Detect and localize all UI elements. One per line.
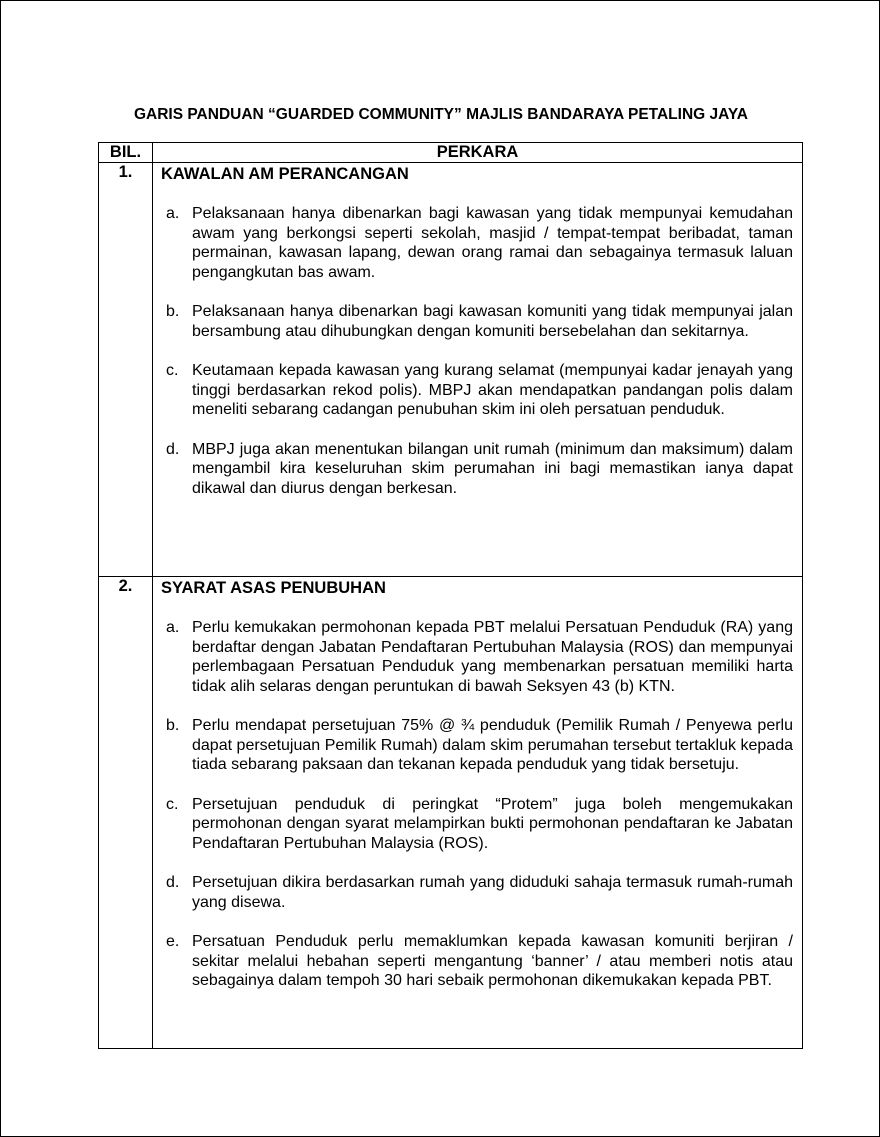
item-marker: a. bbox=[166, 619, 180, 636]
item-text: Persetujuan penduduk di peringkat “Protem” juga boleh mengemukakan permohonan dengan syarat melampirkan bukti permohonan pendaftaran ke Jabatan Pendaftaran Pertubuhan Malaysia (ROS). bbox=[192, 795, 793, 852]
item-text: Persetujuan dikira berdasarkan rumah yang diduduki sahaja termasuk rumah-rumah yang disewa. bbox=[192, 874, 793, 911]
list-item bbox=[153, 361, 802, 420]
item-text: MBPJ juga akan menentukan bilangan unit rumah (minimum dan maksimum) dalam mengambil kira keseluruhan skim perumahan ini bagi memastikan ianya dapat dikawal dan diurus dengan berkesan. bbox=[192, 440, 793, 497]
guidelines-table bbox=[98, 142, 803, 1049]
list-item bbox=[153, 716, 802, 775]
section-row-1 bbox=[99, 163, 803, 577]
item-text: Pelaksanaan hanya dibenarkan bagi kawasan yang tidak mempunyai kemudahan awam yang berkongsi seperti sekolah, masjid / tempat-tempat beribadat, taman permainan, kawasan lapang, dewan orang ramai dan sebagainya termasuk laluan pengangkutan bas awam. bbox=[192, 205, 793, 281]
item-marker: e. bbox=[166, 933, 180, 950]
item-marker: a. bbox=[166, 205, 180, 222]
table-header-row bbox=[99, 143, 803, 163]
list-item bbox=[153, 873, 802, 912]
item-marker: b. bbox=[166, 717, 180, 734]
header-perkara: PERKARA bbox=[153, 143, 803, 163]
item-marker: c. bbox=[166, 362, 179, 379]
section-number: 1. bbox=[99, 163, 153, 577]
list-item bbox=[153, 204, 802, 282]
section-row-2 bbox=[99, 577, 803, 1049]
section-content bbox=[153, 577, 803, 1049]
section-title: KAWALAN AM PERANCANGAN bbox=[161, 165, 409, 183]
list-item bbox=[153, 302, 802, 341]
list-item bbox=[153, 440, 802, 499]
list-item bbox=[153, 618, 802, 696]
item-text: Keutamaan kepada kawasan yang kurang selamat (mempunyai kadar jenayah yang tinggi berdasarkan rekod polis). MBPJ akan mendapatkan pandangan polis dalam meneliti sebarang cadangan penubuhan skim ini oleh persatuan penduduk. bbox=[192, 362, 793, 418]
item-text: Persatuan Penduduk perlu memaklumkan kepada kawasan komuniti berjiran / sekitar melalui hebahan seperti mengantung ‘banner’ / atau memberi notis atau sebagainya dalam tempoh 30 hari sebaik permohonan dikemukakan kepada PBT. bbox=[192, 933, 793, 989]
item-text: Pelaksanaan hanya dibenarkan bagi kawasan komuniti yang tidak mempunyai jalan bersambung atau dihubungkan dengan komuniti bersebelahan dan sekitarnya. bbox=[192, 303, 793, 340]
item-marker: c. bbox=[166, 795, 179, 813]
list-item bbox=[153, 795, 802, 854]
section-content bbox=[153, 163, 803, 577]
section-title: SYARAT ASAS PENUBUHAN bbox=[161, 579, 386, 597]
item-marker: b. bbox=[166, 303, 180, 320]
item-text: Perlu mendapat persetujuan 75% @ ¾ penduduk (Pemilik Rumah / Penyewa perlu dapat persetujuan Pemilik Rumah) dalam skim perumahan tersebut tertakluk kepada tiada sebarang paksaan dan tekanan kepada penduduk yang tidak bersetuju. bbox=[192, 717, 793, 773]
item-text: Perlu kemukakan permohonan kepada PBT melalui Persatuan Penduduk (RA) yang berdaftar dengan Jabatan Pendaftaran Pertubuhan Malaysia (ROS) dan mempunyai perlembagaan Persatuan Penduduk yang membenarkan persatuan memiliki harta tidak alih selaras dengan peruntukan di bawah Seksyen 43 (b) KTN. bbox=[192, 619, 793, 695]
item-marker: d. bbox=[166, 874, 180, 891]
document-title: GARIS PANDUAN “GUARDED COMMUNITY” MAJLIS BANDARAYA PETALING JAYA bbox=[133, 106, 749, 123]
list-item bbox=[153, 932, 802, 991]
section-items bbox=[153, 599, 802, 991]
section-number: 2. bbox=[99, 577, 153, 1049]
header-bil: BIL. bbox=[99, 143, 153, 163]
section-items bbox=[153, 185, 802, 498]
item-marker: d. bbox=[166, 440, 180, 458]
